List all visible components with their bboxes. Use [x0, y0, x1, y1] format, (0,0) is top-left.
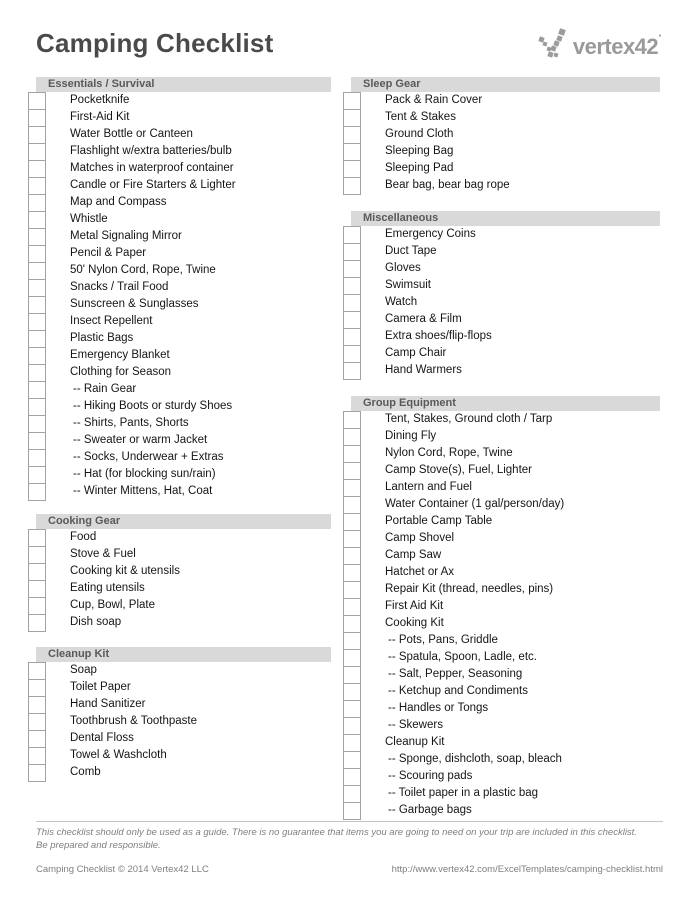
item-checkbox[interactable] [343, 277, 361, 295]
item-label: Food [70, 531, 97, 543]
item-checkbox[interactable] [343, 649, 361, 667]
checklist-row [343, 479, 660, 496]
checklist-row [28, 415, 331, 432]
item-label: Bear bag, bear bag rope [385, 179, 510, 191]
item-checkbox[interactable] [343, 717, 361, 735]
item-label: Clothing for Season [70, 366, 172, 378]
checklist-row [28, 679, 331, 696]
checklist-row [28, 211, 331, 228]
checklist-row [343, 649, 660, 666]
item-label: -- Skewers [388, 719, 443, 731]
checklist-row [28, 449, 331, 466]
checklist-row [28, 92, 331, 109]
item-label: Whistle [70, 213, 108, 225]
checklist-row [28, 347, 331, 364]
checklist-row [28, 126, 331, 143]
item-checkbox[interactable] [28, 296, 46, 314]
checklist-section [28, 647, 331, 781]
checklist-row [28, 279, 331, 296]
item-label: -- Handles or Tongs [388, 702, 489, 714]
item-checkbox[interactable] [343, 411, 361, 429]
item-checkbox[interactable] [28, 466, 46, 484]
checklist-row [343, 802, 660, 819]
copyright-text: Camping Checklist © 2014 Vertex42 LLC [36, 864, 209, 875]
item-checkbox[interactable] [28, 614, 46, 632]
item-label: Towel & Washcloth [70, 749, 167, 761]
checklist-row [343, 328, 660, 345]
item-label: First-Aid Kit [70, 111, 130, 123]
checklist-row [343, 92, 660, 109]
checklist-row [28, 109, 331, 126]
item-checkbox[interactable] [343, 802, 361, 820]
item-label: Soap [70, 664, 97, 676]
checklist-row [28, 764, 331, 781]
checklist-row [28, 466, 331, 483]
section-header: Essentials / Survival [36, 77, 331, 92]
item-label: Hand Warmers [385, 364, 462, 376]
checklist-row [343, 311, 660, 328]
item-checkbox[interactable] [28, 529, 46, 547]
checklist-row [343, 768, 660, 785]
checklist-row [343, 598, 660, 615]
item-checkbox[interactable] [343, 513, 361, 531]
vertex42-logo-text: vertex42· [572, 27, 662, 59]
item-label: Portable Camp Table [385, 515, 493, 527]
item-checkbox[interactable] [28, 432, 46, 450]
item-checkbox[interactable] [28, 747, 46, 765]
item-label: -- Winter Mittens, Hat, Coat [73, 485, 213, 497]
item-checkbox[interactable] [28, 194, 46, 212]
item-checkbox[interactable] [28, 347, 46, 365]
checklist-row [28, 432, 331, 449]
item-label: Pencil & Paper [70, 247, 147, 259]
item-checkbox[interactable] [28, 279, 46, 297]
item-label: Pocketknife [70, 94, 130, 106]
checklist-row [28, 546, 331, 563]
checklist-row [343, 411, 660, 428]
item-checkbox[interactable] [343, 345, 361, 363]
disclaimer-line-2: Be prepared and responsible. [36, 840, 161, 851]
item-label: Gloves [385, 262, 421, 274]
item-label: Hatchet or Ax [385, 566, 455, 578]
vertex42-logo-icon [538, 28, 568, 65]
item-label: Water Container (1 gal/person/day) [385, 498, 565, 510]
checklist-row [28, 597, 331, 614]
item-checkbox[interactable] [28, 398, 46, 416]
item-label: Insect Repellent [70, 315, 153, 327]
item-checkbox[interactable] [343, 92, 361, 110]
item-label: Duct Tape [385, 245, 437, 257]
checklist-row [28, 364, 331, 381]
checklist-row [343, 428, 660, 445]
checklist-row [343, 177, 660, 194]
item-checkbox[interactable] [28, 330, 46, 348]
item-checkbox[interactable] [28, 313, 46, 331]
item-label: Cup, Bowl, Plate [70, 599, 156, 611]
item-label: 50' Nylon Cord, Rope, Twine [70, 264, 216, 276]
checklist-section [343, 211, 660, 379]
item-checkbox[interactable] [28, 546, 46, 564]
item-label: -- Socks, Underwear + Extras [73, 451, 224, 463]
template-url-link[interactable]: http://www.vertex42.com/ExcelTemplates/camping-checklist.html [391, 864, 663, 875]
item-label: Eating utensils [70, 582, 145, 594]
item-label: Dental Floss [70, 732, 134, 744]
item-checkbox[interactable] [28, 597, 46, 615]
item-label: Cooking kit & utensils [70, 565, 180, 577]
item-label: Flashlight w/extra batteries/bulb [70, 145, 232, 157]
checklist-row [28, 313, 331, 330]
checklist-row [28, 713, 331, 730]
item-checkbox[interactable] [28, 764, 46, 782]
checklist-row [28, 194, 331, 211]
item-checkbox[interactable] [343, 547, 361, 565]
item-label: Candle or Fire Starters & Lighter [70, 179, 236, 191]
item-label: -- Salt, Pepper, Seasoning [388, 668, 523, 680]
item-label: Sunscreen & Sunglasses [70, 298, 199, 310]
item-checkbox[interactable] [28, 662, 46, 680]
item-label: Camera & Film [385, 313, 462, 325]
item-checkbox[interactable] [343, 785, 361, 803]
checklist-row [343, 751, 660, 768]
item-label: Sleeping Bag [385, 145, 454, 157]
checklist-row [343, 581, 660, 598]
section-header: Cooking Gear [36, 514, 331, 529]
item-checkbox[interactable] [343, 362, 361, 380]
item-checkbox[interactable] [343, 126, 361, 144]
item-checkbox[interactable] [343, 496, 361, 514]
item-label: -- Sweater or warm Jacket [73, 434, 208, 446]
item-label: -- Hiking Boots or sturdy Shoes [73, 400, 233, 412]
item-checkbox[interactable] [343, 632, 361, 650]
item-checkbox[interactable] [28, 245, 46, 263]
item-label: Extra shoes/flip-flops [385, 330, 492, 342]
item-checkbox[interactable] [343, 143, 361, 161]
checklist-row [28, 160, 331, 177]
item-label: Repair Kit (thread, needles, pins) [385, 583, 554, 595]
item-label: Camp Stove(s), Fuel, Lighter [385, 464, 533, 476]
checklist-row [28, 580, 331, 597]
item-label: Nylon Cord, Rope, Twine [385, 447, 513, 459]
checklist-row [28, 262, 331, 279]
checklist-row [343, 226, 660, 243]
item-label: Cooking Kit [385, 617, 444, 629]
item-checkbox[interactable] [28, 415, 46, 433]
footer-divider [36, 821, 663, 822]
item-checkbox[interactable] [343, 311, 361, 329]
item-label: Sleeping Pad [385, 162, 454, 174]
item-label: -- Garbage bags [388, 804, 472, 816]
item-label: Tent, Stakes, Ground cloth / Tarp [385, 413, 553, 425]
item-checkbox[interactable] [343, 683, 361, 701]
checklist-row [28, 662, 331, 679]
item-label: Snacks / Trail Food [70, 281, 169, 293]
item-label: Toilet Paper [70, 681, 131, 693]
item-checkbox[interactable] [28, 177, 46, 195]
item-label: Hand Sanitizer [70, 698, 146, 710]
item-label: -- Ketchup and Condiments [388, 685, 528, 697]
checklist-column-right [343, 77, 660, 819]
item-checkbox[interactable] [343, 615, 361, 633]
item-checkbox[interactable] [343, 751, 361, 769]
item-checkbox[interactable] [28, 730, 46, 748]
checklist-row [28, 228, 331, 245]
item-checkbox[interactable] [28, 364, 46, 382]
item-label: Tent & Stakes [385, 111, 456, 123]
item-checkbox[interactable] [343, 428, 361, 446]
item-label: Camp Saw [385, 549, 442, 561]
item-checkbox[interactable] [343, 445, 361, 463]
item-checkbox[interactable] [343, 666, 361, 684]
checklist-row [28, 330, 331, 347]
item-label: -- Spatula, Spoon, Ladle, etc. [388, 651, 537, 663]
item-checkbox[interactable] [343, 479, 361, 497]
checklist-row [343, 143, 660, 160]
checklist-row [343, 126, 660, 143]
item-checkbox[interactable] [28, 126, 46, 144]
checklist-row [343, 294, 660, 311]
item-checkbox[interactable] [28, 160, 46, 178]
page-title: Camping Checklist [36, 28, 274, 58]
checklist-column-left [28, 77, 331, 781]
item-checkbox[interactable] [343, 177, 361, 195]
checklist-row [343, 345, 660, 362]
item-label: -- Shirts, Pants, Shorts [73, 417, 189, 429]
item-checkbox[interactable] [343, 160, 361, 178]
item-checkbox[interactable] [28, 143, 46, 161]
checklist-row [28, 563, 331, 580]
checklist-row [343, 530, 660, 547]
item-label: Dish soap [70, 616, 122, 628]
item-checkbox[interactable] [343, 109, 361, 127]
item-label: Watch [385, 296, 418, 308]
checklist-row [343, 564, 660, 581]
checklist-row [343, 109, 660, 126]
checklist-row [343, 362, 660, 379]
item-checkbox[interactable] [343, 768, 361, 786]
item-checkbox[interactable] [343, 243, 361, 261]
item-label: -- Pots, Pans, Griddle [388, 634, 498, 646]
item-label: -- Scouring pads [388, 770, 473, 782]
checklist-row [28, 529, 331, 546]
checklist-row [343, 717, 660, 734]
vertex42-logo [538, 28, 662, 65]
item-label: Ground Cloth [385, 128, 454, 140]
item-checkbox[interactable] [343, 581, 361, 599]
item-checkbox[interactable] [28, 228, 46, 246]
checklist-row [343, 445, 660, 462]
item-checkbox[interactable] [343, 598, 361, 616]
checklist-row [343, 547, 660, 564]
item-label: Plastic Bags [70, 332, 134, 344]
item-label: Cleanup Kit [385, 736, 445, 748]
checklist-row [343, 496, 660, 513]
section-header: Sleep Gear [351, 77, 660, 92]
checklist-row [343, 160, 660, 177]
section-header: Group Equipment [351, 396, 660, 411]
item-checkbox[interactable] [343, 734, 361, 752]
item-checkbox[interactable] [28, 449, 46, 467]
footer-bar [36, 864, 663, 875]
checklist-row [343, 683, 660, 700]
item-checkbox[interactable] [28, 713, 46, 731]
checklist-row [28, 747, 331, 764]
checklist-row [343, 666, 660, 683]
item-checkbox[interactable] [28, 696, 46, 714]
item-checkbox[interactable] [343, 462, 361, 480]
item-checkbox[interactable] [28, 262, 46, 280]
item-checkbox[interactable] [28, 211, 46, 229]
checklist-section [28, 77, 331, 500]
item-checkbox[interactable] [28, 563, 46, 581]
item-label: Comb [70, 766, 101, 778]
checklist-row [343, 462, 660, 479]
item-label: Stove & Fuel [70, 548, 136, 560]
item-label: Camp Chair [385, 347, 447, 359]
checklist-row [28, 245, 331, 262]
section-header: Miscellaneous [351, 211, 660, 226]
disclaimer-note [36, 826, 676, 852]
checklist-row [28, 398, 331, 415]
checklist-row [343, 785, 660, 802]
item-label: Map and Compass [70, 196, 167, 208]
item-checkbox[interactable] [28, 580, 46, 598]
item-label: Metal Signaling Mirror [70, 230, 182, 242]
item-label: Dining Fly [385, 430, 437, 442]
checklist-row [28, 614, 331, 631]
checklist-section [28, 514, 331, 631]
item-checkbox[interactable] [28, 381, 46, 399]
item-label: Swimsuit [385, 279, 432, 291]
checklist-row [28, 730, 331, 747]
checklist-row [343, 700, 660, 717]
item-checkbox[interactable] [28, 109, 46, 127]
disclaimer-line-1: This checklist should only be used as a guide. There is no guarantee that items you are going to need on your trip are included in this checklist. [36, 827, 637, 838]
item-label: Water Bottle or Canteen [70, 128, 193, 140]
checklist-row [343, 734, 660, 751]
checklist-section [343, 396, 660, 819]
item-checkbox[interactable] [28, 92, 46, 110]
checklist-row [28, 483, 331, 500]
checklist-row [343, 243, 660, 260]
item-label: -- Hat (for blocking sun/rain) [73, 468, 216, 480]
item-checkbox[interactable] [343, 700, 361, 718]
checklist-row [28, 381, 331, 398]
item-checkbox[interactable] [28, 679, 46, 697]
item-label: Emergency Blanket [70, 349, 170, 361]
item-checkbox[interactable] [343, 226, 361, 244]
item-checkbox[interactable] [343, 260, 361, 278]
logo-trademark-dot: · [658, 27, 662, 43]
section-header: Cleanup Kit [36, 647, 331, 662]
checklist-section [343, 77, 660, 194]
item-label: Pack & Rain Cover [385, 94, 483, 106]
checklist-row [28, 143, 331, 160]
checklist-row [28, 177, 331, 194]
item-label: -- Toilet paper in a plastic bag [388, 787, 539, 799]
checklist-row [343, 277, 660, 294]
item-label: Lantern and Fuel [385, 481, 472, 493]
checklist-row [343, 615, 660, 632]
item-checkbox[interactable] [343, 328, 361, 346]
item-label: Camp Shovel [385, 532, 455, 544]
checklist-row [28, 696, 331, 713]
item-label: -- Rain Gear [73, 383, 137, 395]
item-label: First Aid Kit [385, 600, 444, 612]
item-checkbox[interactable] [343, 530, 361, 548]
checklist-row [343, 513, 660, 530]
item-label: Toothbrush & Toothpaste [70, 715, 198, 727]
item-label: Matches in waterproof container [70, 162, 234, 174]
checklist-row [28, 296, 331, 313]
item-checkbox[interactable] [343, 294, 361, 312]
item-label: -- Sponge, dishcloth, soap, bleach [388, 753, 562, 765]
item-checkbox[interactable] [28, 483, 46, 501]
checklist-row [343, 632, 660, 649]
checklist-row [343, 260, 660, 277]
item-checkbox[interactable] [343, 564, 361, 582]
item-label: Emergency Coins [385, 228, 476, 240]
